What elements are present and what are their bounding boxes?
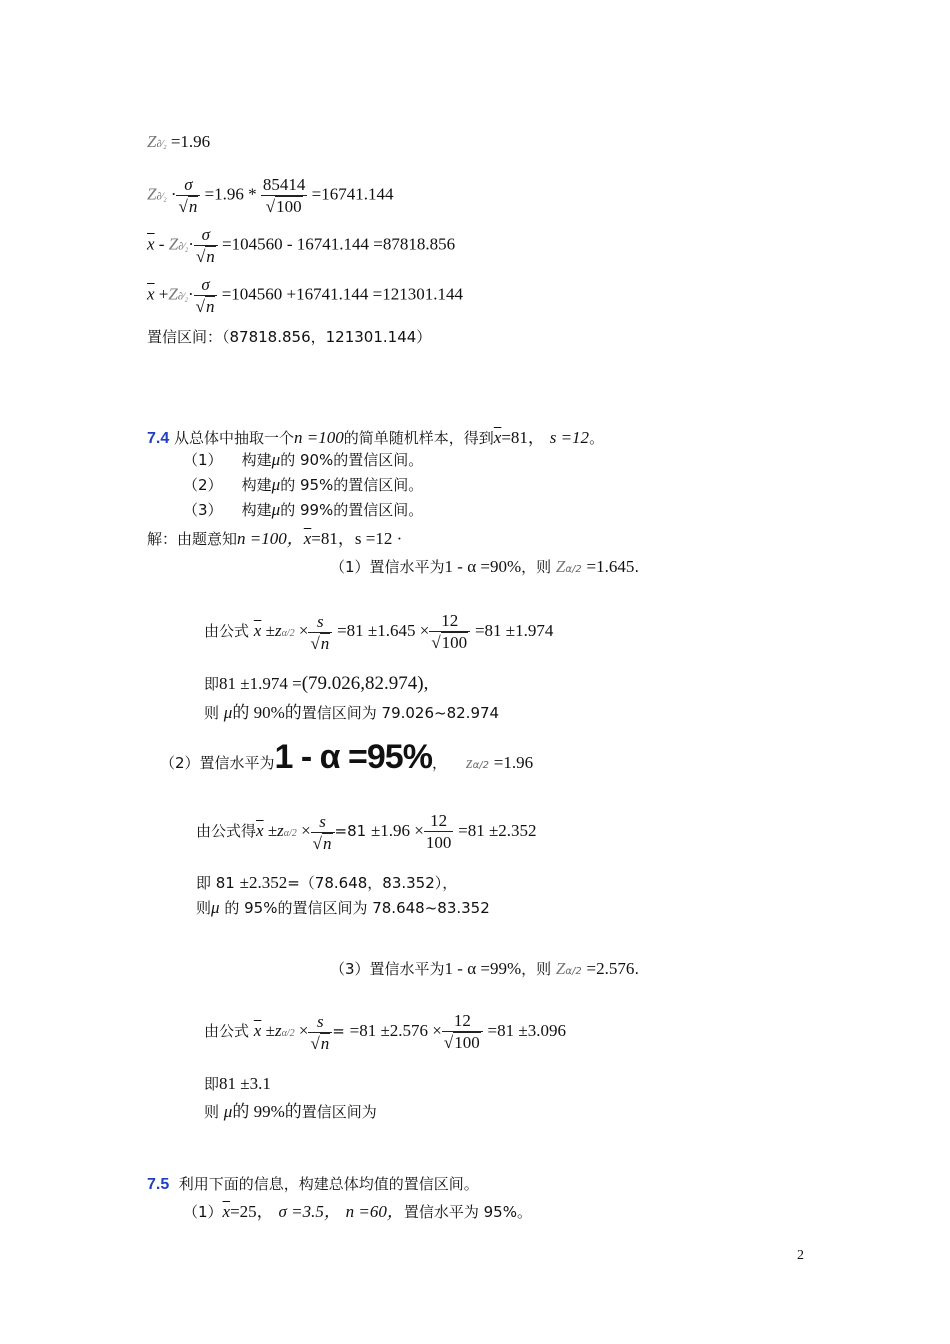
- solution-given: 解：由题意知n =100，$\overline{x}=81$，s =12 ·: [147, 529, 403, 548]
- part1-interval: 即81 ±1.974 =(79.026,82.974),: [204, 673, 429, 694]
- part1-formula: 由公式 $\overline{x} \pm z\alpha/2$ × $\frac{s}{√n}$ =81 ±1.645 × $\frac{12}{√100}$ =81 ±1.974: [204, 611, 554, 653]
- part2-big-equation: 1 - α =95%: [274, 738, 432, 776]
- part2-conclusion: 则μ 的 95%的置信区间为 78.648~83.352: [196, 898, 490, 917]
- margin-error-result: =16741.144: [311, 184, 394, 204]
- part3-conclusion: 则 μ的 99%的置信区间为: [204, 1102, 377, 1121]
- question-number: 7.4: [147, 430, 170, 447]
- z-half-value: =1.96: [170, 132, 211, 151]
- upper-bound-line: $\overline{x}$ +Z∂⁄₂· $\frac{\sigma}{√n}$ =104560 +16741.144 =121301.144: [147, 275, 463, 316]
- part3-formula: 由公式 $\overline{x} \pm z\alpha/2$ × $\frac{s}{√n}$ = =81 ±2.576 × $\frac{12}{√100}$ =81 ±3.096: [204, 1011, 566, 1053]
- list-item: （3） 构建μ的 99%的置信区间。: [183, 500, 424, 519]
- list-item: （1） 构建μ的 90%的置信区间。: [183, 450, 424, 469]
- question-7-4: 7.4 从总体中抽取一个n =100的简单随机样本，得到$\overline{x}=81$， s =12。: [147, 428, 605, 447]
- page-number: 2: [797, 1248, 804, 1263]
- upper-bound-value: =104560 +16741.144 =121301.144: [221, 284, 463, 304]
- question-7-5: 7.5 利用下面的信息，构建总体均值的置信区间。: [147, 1175, 479, 1193]
- part2-interval: 即 81 ±2.352=（78.648，83.352），: [196, 873, 458, 892]
- part2-header: （2）置信水平为1 - α =95%， zα/2 =1.96: [160, 738, 534, 776]
- margin-error-line: Z∂⁄₂ · $\frac{\sigma}{√n}$ =1.96 * $\frac{85414}{√100}$ =16741.144: [147, 175, 394, 216]
- question-number: 7.5: [147, 1176, 170, 1193]
- times-text: =1.96 *: [204, 184, 257, 204]
- lower-bound-line: $\overline{x}$ - Z∂⁄₂· $\frac{\sigma}{√n}$ =104560 - 16741.144 =87818.856: [147, 225, 456, 266]
- part2-formula: 由公式得$\overline{x} \pm z\alpha/2$ × $\frac{s}{√n}$ =81 ±1.96 × $\frac{12}{100}$ =81 ±2.352: [196, 811, 537, 853]
- z-half-line: Z∂⁄₂ =1.96: [147, 132, 211, 151]
- sigma-over-sqrt-n: $\frac{\sigma}{√n}$: [176, 176, 200, 215]
- list-item: （2） 构建μ的 95%的置信区间。: [183, 475, 424, 494]
- part1-header: （1）置信水平为1 - α =90%，则 Zα/2 =1.645.: [330, 557, 640, 576]
- list-item: $(1)\overline{x}=25$， σ =3.5， n =60，置信水平为 95%。: [183, 1202, 532, 1221]
- fraction-85414: $\frac{85414}{√100}$: [262, 175, 306, 216]
- part3-interval: 即81 ±3.1: [204, 1074, 271, 1093]
- part1-conclusion: 则 μ的 90%的置信区间为 79.026~82.974: [204, 703, 500, 722]
- confidence-interval-text: 置信区间：（87818.856，121301.144）: [147, 328, 432, 346]
- lower-bound-value: =104560 - 16741.144 =87818.856: [222, 234, 456, 254]
- part3-header: （3）置信水平为1 - α =99%，则 Zα/2 =2.576.: [330, 959, 640, 978]
